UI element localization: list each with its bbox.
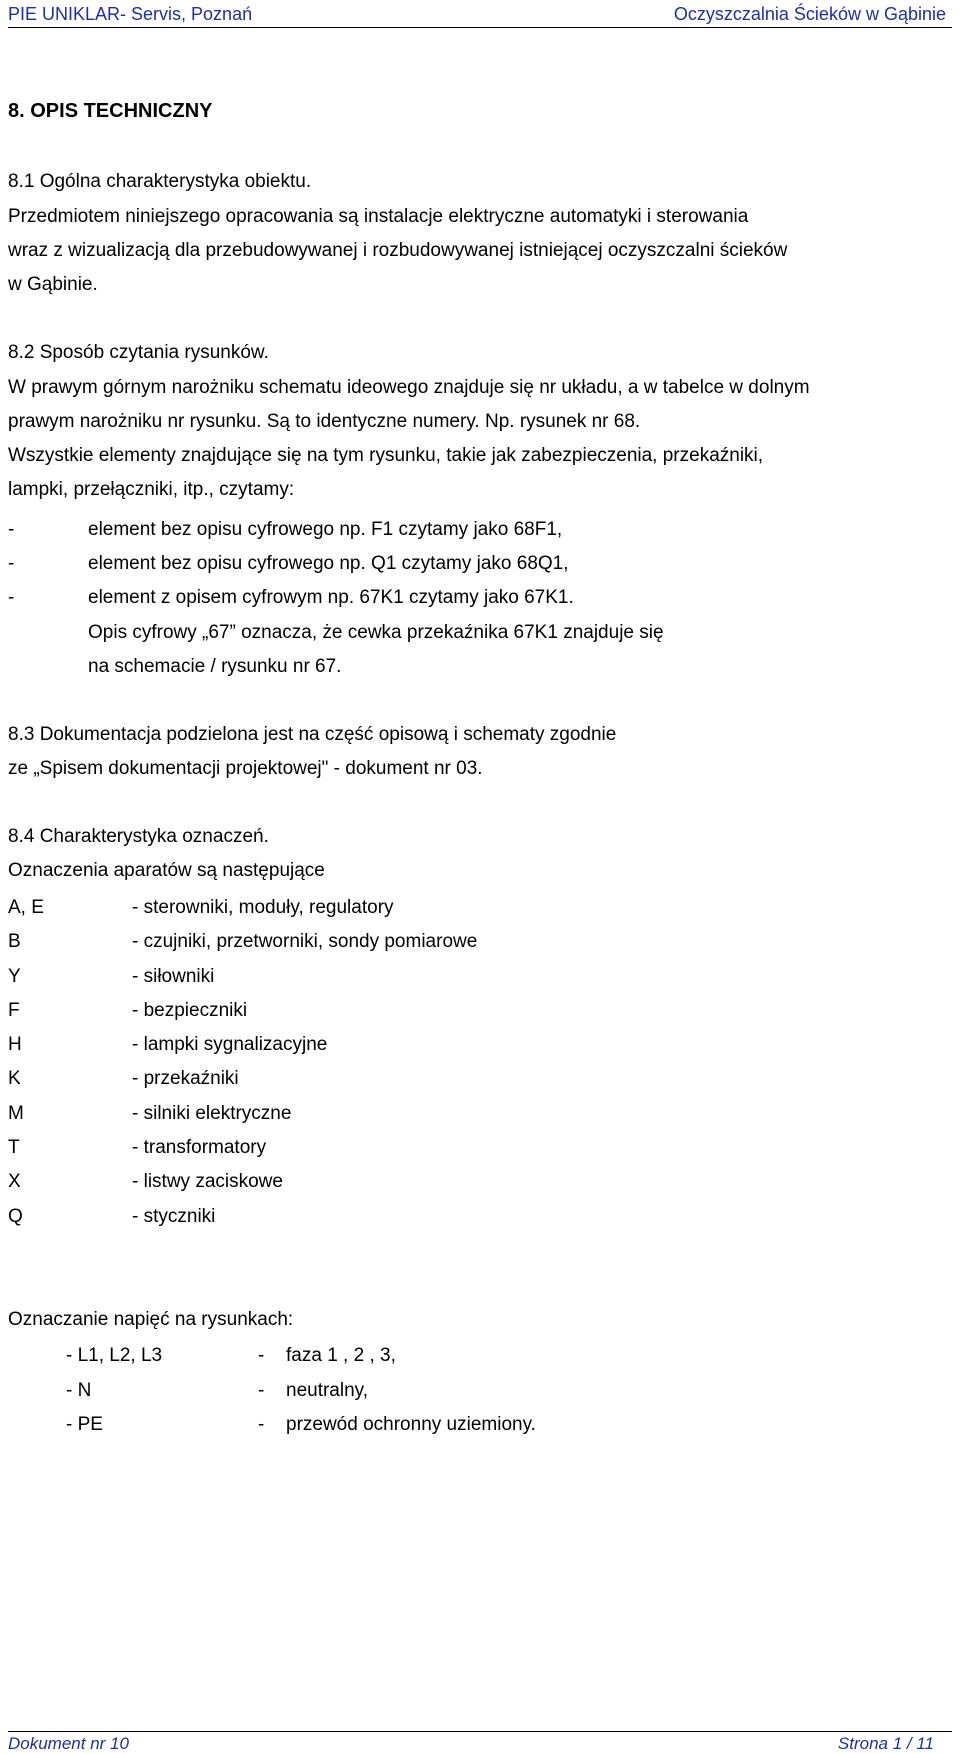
section-title: 8. OPIS TECHNICZNY (8, 100, 213, 122)
voltage-dash: - (258, 1345, 265, 1366)
code-description: - przekaźniki (132, 1068, 239, 1089)
heading-8-4: 8.4 Charakterystyka oznaczeń. (8, 826, 269, 847)
heading-8-1: 8.1 Ogólna charakterystyka obiektu. (8, 171, 312, 192)
paragraph-line: Przedmiotem niniejszego opracowania są instalacje elektryczne automatyki i sterowania (8, 206, 749, 227)
code-label: H (8, 1034, 22, 1055)
code-description: - czujniki, przetworniki, sondy pomiarowe (132, 931, 478, 952)
voltages-heading: Oznaczanie napięć na rysunkach: (8, 1309, 294, 1330)
code-label: T (8, 1137, 20, 1158)
voltage-symbol: - PE (66, 1414, 103, 1435)
note-line: na schemacie / rysunku nr 67. (88, 656, 342, 677)
header-company: PIE UNIKLAR- Servis, Poznań (8, 4, 253, 24)
voltage-dash: - (258, 1414, 265, 1435)
header-project: Oczyszczalnia Ścieków w Gąbinie (673, 4, 946, 24)
voltage-description: neutralny, (286, 1380, 369, 1401)
code-label: A, E (8, 897, 44, 918)
paragraph-line: Wszystkie elementy znajdujące się na tym rysunku, takie jak zabezpieczenia, przekaźniki, (8, 445, 764, 466)
footer-document-number: Dokument nr 10 (8, 1734, 129, 1753)
paragraph-line: prawym narożniku nr rysunku. Są to identyczne numery. Np. rysunek nr 68. (8, 411, 641, 432)
heading-8-2: 8.2 Sposób czytania rysunków. (8, 342, 269, 363)
bullet-item: element bez opisu cyfrowego np. Q1 czytamy jako 68Q1, (88, 553, 569, 574)
voltage-dash: - (258, 1380, 265, 1401)
paragraph-8-3: ze „Spisem dokumentacji projektowej" - dokument nr 03. (8, 758, 483, 779)
code-label: Y (8, 966, 21, 987)
bullet-dash: - (8, 553, 15, 574)
footer-page-number: Strona 1 / 11 (837, 1734, 934, 1753)
header-divider (8, 27, 952, 28)
code-description: - listwy zaciskowe (132, 1171, 283, 1192)
bullet-item: element z opisem cyfrowym np. 67K1 czytamy jako 67K1. (88, 587, 574, 608)
paragraph-line: W prawym górnym narożniku schematu ideowego znajduje się nr układu, a w tabelce w dolnym (8, 377, 810, 398)
codes-intro: Oznaczenia aparatów są następujące (8, 860, 325, 881)
code-description: - lampki sygnalizacyjne (132, 1034, 328, 1055)
code-description: - silniki elektryczne (132, 1103, 292, 1124)
paragraph-line: lampki, przełączniki, itp., czytamy: (8, 479, 295, 500)
code-label: Q (8, 1206, 23, 1227)
paragraph-line: w Gąbinie. (8, 274, 98, 295)
voltage-symbol: - L1, L2, L3 (66, 1345, 163, 1366)
note-line: Opis cyfrowy „67” oznacza, że cewka przekaźnika 67K1 znajduje się (88, 622, 664, 643)
code-description: - bezpieczniki (132, 1000, 248, 1021)
paragraph-8-3: 8.3 Dokumentacja podzielona jest na część opisową i schematy zgodnie (8, 724, 617, 745)
voltage-description: przewód ochronny uziemiony. (286, 1414, 536, 1435)
code-label: K (8, 1068, 21, 1089)
voltage-symbol: - N (66, 1380, 92, 1401)
code-label: B (8, 931, 21, 952)
code-description: - transformatory (132, 1137, 267, 1158)
page-header (8, 4, 952, 26)
code-label: F (8, 1000, 20, 1021)
paragraph-line: wraz z wizualizacją dla przebudowywanej i rozbudowywanej istniejącej oczyszczalni ścieków (8, 240, 788, 261)
code-description: - styczniki (132, 1206, 216, 1227)
code-label: M (8, 1103, 24, 1124)
code-label: X (8, 1171, 21, 1192)
voltage-description: faza 1 , 2 , 3, (286, 1345, 396, 1366)
bullet-dash: - (8, 519, 15, 540)
code-description: - siłowniki (132, 966, 215, 987)
bullet-dash: - (8, 587, 15, 608)
footer-divider (8, 1731, 952, 1732)
code-description: - sterowniki, moduły, regulatory (132, 897, 394, 918)
bullet-item: element bez opisu cyfrowego np. F1 czytamy jako 68F1, (88, 519, 563, 540)
